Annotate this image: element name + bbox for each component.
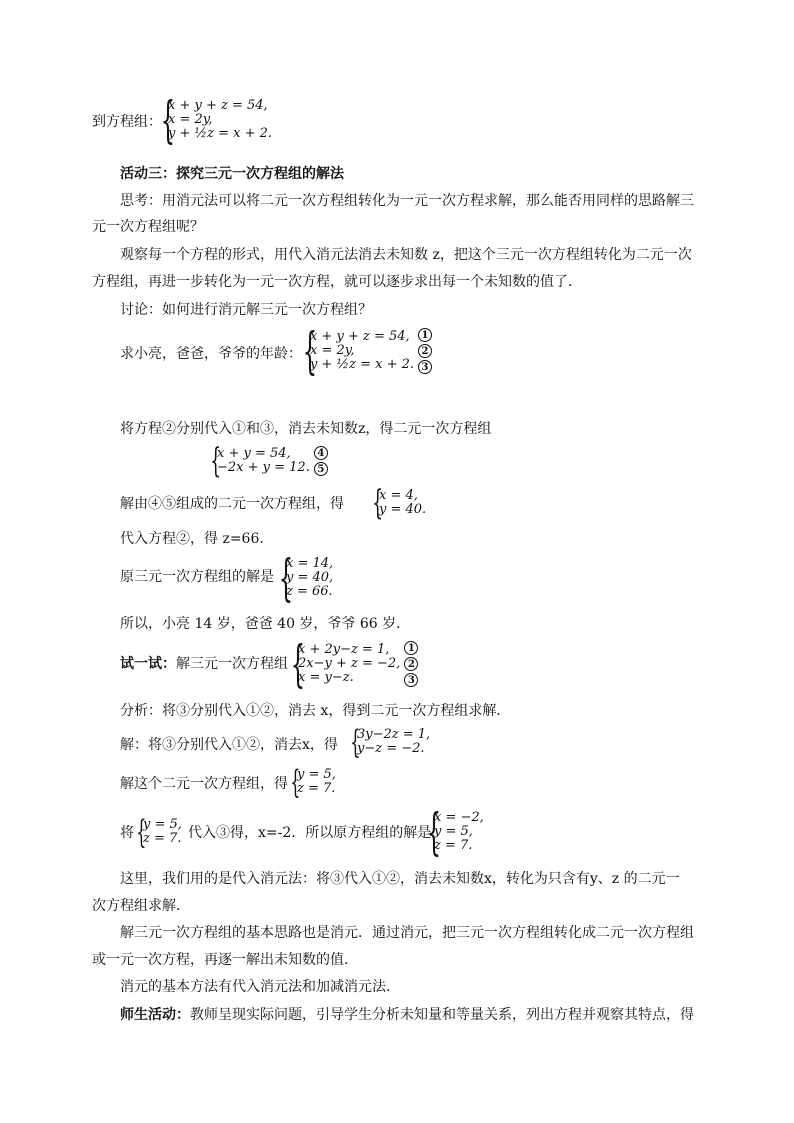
equation-number-badge: 5 [314,462,328,476]
equation-row: 3y−2z = 1, [357,727,431,742]
equation-row: y = 40, [286,570,334,585]
equation-row: x = y−z. [298,670,354,685]
equation-row: z = 7. [434,838,473,853]
equation-row: x = 4, [379,488,418,503]
equation-number-badge: 3 [418,360,432,374]
equation-row: x + y + z = 54, [310,329,410,344]
equation-row: −2x + y = 12. [217,460,310,475]
equation-system [134,813,182,851]
text-line: 元一次方程组呢？ [92,219,204,235]
text-line: 原三元一次方程组的解是 [120,569,274,585]
solution-system [276,549,334,607]
equation-row: y + ½z = x + 2. [310,357,414,372]
equation-number-badge: 2 [404,657,418,671]
text-line: 解三元一次方程组 [176,656,288,672]
equation-number-badge: 2 [418,344,432,358]
left-brace: { [160,91,176,149]
equation-system [348,723,431,761]
left-brace: { [426,803,442,861]
equation-row: x + y = 54, [217,446,291,461]
left-brace: { [350,723,361,761]
solution-system [370,483,427,523]
equation-row: x + y + z = 54, [168,98,268,113]
equation-row: x + 2y−z = 1, [298,642,390,657]
text-line: 观察每一个方程的形式，用代入消元法消去未知数 z，把这个三元一次方程组转化为二元一次 [120,247,692,263]
text-line: 讨论：如何进行消元解三元一次方程组？ [120,302,372,318]
left-brace: { [210,441,222,481]
left-brace: { [290,763,301,801]
text-line: 将 [120,825,134,841]
equation-row: y = 5, [143,817,182,832]
equation-number-badge: 1 [418,328,432,342]
equation-row: z = 7. [297,781,336,796]
left-brace: { [372,483,384,523]
equation-row: x = 14, [286,556,334,571]
text-line: 或一元一次方程，再逐一解出未知数的值． [92,952,358,968]
equation-row: z = 66. [286,584,333,599]
equation-number-badge: 4 [314,446,328,460]
solution-system [424,803,484,861]
text-line: 代入③得，x=-2．所以原方程组的解是 [188,825,432,841]
solution-system [288,763,336,801]
text-line: 消元的基本方法有代入消元法和加减消元法． [120,979,400,995]
text-line: 教师呈现实际问题，引导学生分析未知量和等量关系，列出方程并观察其特点，得 [190,1007,694,1023]
equation-row: y = 5, [297,767,336,782]
text-line: 所以，小亮 14 岁，爸爸 40 岁，爷爷 66 岁． [120,616,411,632]
equation-row: 2x−y + z = −2, [298,656,401,671]
equation-row: z = 7. [143,831,182,846]
equation-system-numbered [300,324,432,378]
text-line: 次方程组求解． [92,898,190,914]
text-line: 求小亮，爸爸，爷爷的年龄： [120,346,302,362]
section-heading: 活动三：探究三元一次方程组的解法 [120,166,344,182]
left-brace: { [302,322,318,380]
equation-row: y−z = −2. [357,741,425,756]
text-line: 分析：将③分别代入①②，消去 x，得到二元一次方程组求解． [120,703,511,719]
text-line: 解由④⑤组成的二元一次方程组，得 [120,496,344,512]
equation-row: x = 2y, [310,343,355,358]
equation-number-badge: 1 [404,641,418,655]
text-line: 这里，我们用的是代入消元法：将③代入①②，消去未知数x，转化为只含有y、z 的二元一 [120,871,680,887]
text-label-bold: 试一试： [120,656,176,672]
equation-row: y = 5, [434,824,473,839]
text-line: 解：将③分别代入①②，消去x，得 [120,737,338,753]
equation-system-numbered [208,441,328,481]
left-brace: { [290,635,306,693]
text-line: 将方程②分别代入①和③，消去未知数z，得二元一次方程组 [120,421,492,437]
equation-system [158,91,272,149]
text-line: 思考：用消元法可以将二元一次方程组转化为一元一次方程求解，那么能否用同样的思路解三 [120,193,694,209]
text-line: 方程组，再进一步转化为一元一次方程，就可以逐步求出每一个未知数的值了． [92,274,582,290]
equation-row: y = 40. [379,502,427,517]
text-line: 到方程组： [92,114,162,130]
text-label-bold: 师生活动： [120,1007,190,1023]
equation-row: y + ½z = x + 2. [168,126,272,141]
left-brace: { [278,549,294,607]
text-line: 解这个二元一次方程组，得 [120,776,288,792]
equation-system-numbered [288,635,418,693]
left-brace: { [136,813,147,851]
equation-row: x = 2y, [168,112,213,127]
equation-number-badge: 3 [404,673,418,687]
text-line: 解三元一次方程组的基本思路也是消元．通过消元，把三元一次方程组转化成二元一次方程组 [120,925,694,941]
equation-row: x = −2, [434,810,484,825]
text-line: 代入方程②，得 z=66． [120,531,274,547]
